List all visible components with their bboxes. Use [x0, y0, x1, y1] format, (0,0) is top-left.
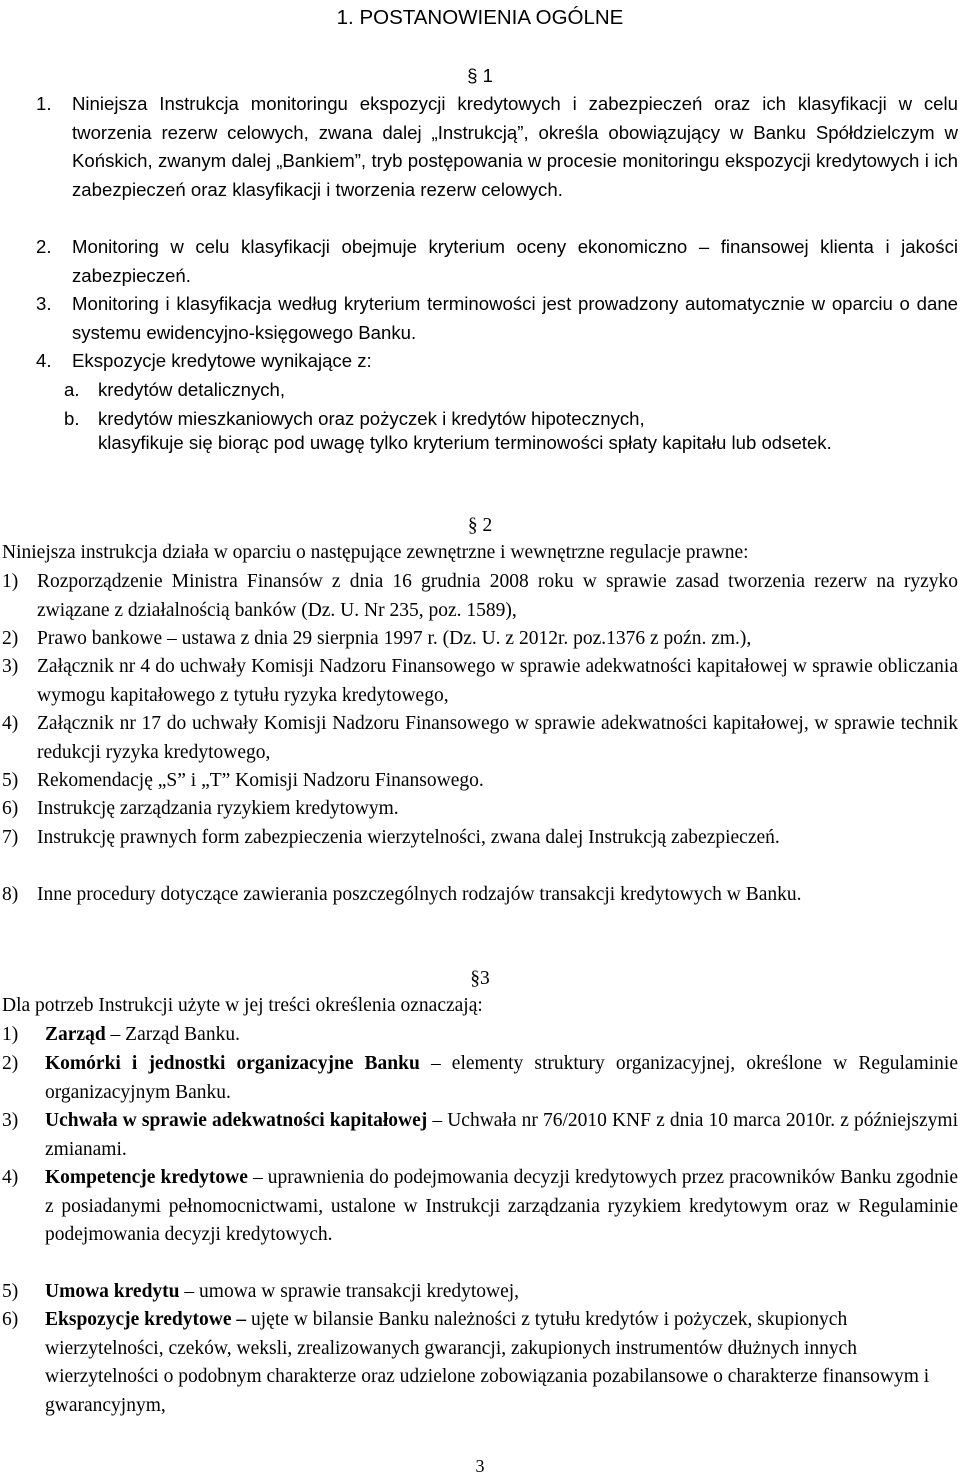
list-item — [2, 767, 958, 796]
list-item — [2, 653, 958, 710]
list-item — [2, 568, 958, 625]
item-text: Inne procedury dotyczące zawierania poszczególnych rodzajów transakcji kredytowych w Banku. — [37, 884, 802, 905]
definition-body: – elementy struktury organizacyjnej, określone w Regulaminie organizacyjnym Banku. — [45, 1053, 958, 1103]
definition-text — [45, 1021, 958, 1050]
item-number: 6) — [2, 1309, 19, 1330]
list-item — [36, 347, 958, 376]
definition-item — [2, 1107, 958, 1164]
definition-term: Uchwała w sprawie adekwatności kapitałowej — [45, 1110, 428, 1131]
page-number: 3 — [475, 1456, 485, 1476]
item-number: 6) — [2, 798, 19, 819]
item-text: Monitoring i klasyfikacja według kryterium terminowości jest prowadzony automatycznie w oparciu o dane systemu ewidencyjno-księgowego Banku. — [72, 293, 958, 343]
list-item — [2, 795, 958, 824]
item-number: 4) — [2, 713, 19, 734]
item-text: Załącznik nr 17 do uchwały Komisji Nadzoru Finansowego w sprawie adekwatności kapitałowej, w sprawie technik redukcji ryzyka kredytowego, — [37, 713, 958, 763]
definition-item — [2, 1306, 958, 1420]
section-title: 1. POSTANOWIENIA OGÓLNE — [336, 6, 624, 29]
item-number: 3) — [2, 1110, 19, 1131]
definition-body: – Zarząd Banku. — [105, 1024, 240, 1045]
item-number: 5) — [2, 1281, 19, 1302]
item-text: Instrukcję prawnych form zabezpieczenia wierzytelności, zwana dalej Instrukcją zabezpieczeń. — [37, 827, 780, 848]
sub-item — [64, 376, 958, 405]
sub-item-letter: a. — [64, 379, 80, 400]
section-intro: Dla potrzeb Instrukcji użyte w jej treści określenia oznaczają: — [2, 995, 483, 1016]
item-text: Monitoring w celu klasyfikacji obejmuje kryterium oceny ekonomiczno – finansowej klienta i jakości zabezpieczeń. — [72, 236, 958, 286]
item-number: 5) — [2, 770, 19, 791]
section-intro: Niniejsza instrukcja działa w oparciu o następujące zewnętrzne i wewnętrzne regulacje prawne: — [2, 542, 749, 563]
item-number: 3) — [2, 656, 19, 677]
item-number: 2. — [36, 236, 52, 257]
definition-text — [45, 1164, 958, 1250]
closing-text: klasyfikuje się biorąc pod uwagę tylko kryterium terminowości spłaty kapitału lub odsetek. — [98, 432, 832, 453]
definition-text — [45, 1107, 958, 1164]
list-item — [36, 290, 958, 347]
sub-item-letter: b. — [64, 408, 80, 429]
paragraph-mark-3: §3 — [470, 968, 490, 989]
definition-term: Komórki i jednostki organizacyjne Banku — [45, 1053, 420, 1074]
definition-body: – Uchwała nr 76/2010 KNF z dnia 10 marca 2010r. z późniejszymi zmianami. — [45, 1110, 958, 1160]
list-item — [36, 90, 958, 233]
definition-body: ujęte w bilansie Banku należności z tytułu kredytów i pożyczek, skupionych wierzytelności, czeków, weksli, zrealizowanych gwarancji, zakupionych instrumentów dłużnych innych wierzytelności o podobnym charakterze oraz udzielone zobowiązania pozabilansowe o charakterze finansowym i gwarancyjnym, — [45, 1309, 930, 1416]
list-item — [2, 881, 958, 938]
sub-item-text: kredytów mieszkaniowych oraz pożyczek i kredytów hipotecznych, — [98, 408, 645, 429]
item-number: 1) — [2, 571, 19, 592]
item-text: Instrukcję zarządzania ryzykiem kredytowym. — [37, 798, 399, 819]
paragraph-mark-1: § 1 — [467, 65, 493, 86]
sub-item-text: kredytów detalicznych, — [98, 379, 286, 400]
list-item — [2, 710, 958, 767]
definition-item — [2, 1021, 958, 1050]
definition-item — [2, 1278, 958, 1307]
definition-item — [2, 1050, 958, 1107]
paragraph-mark-2: § 2 — [467, 515, 493, 536]
list-item — [2, 824, 958, 881]
item-number: 1) — [2, 1024, 19, 1045]
item-number: 1. — [36, 93, 52, 114]
item-text: Prawo bankowe – ustawa z dnia 29 sierpnia 1997 r. (Dz. U. z 2012r. poz.1376 z poźn. zm.), — [37, 628, 752, 649]
definition-item — [2, 1164, 958, 1278]
definition-body: – umowa w sprawie transakcji kredytowej, — [179, 1281, 520, 1302]
definition-term: Zarząd — [45, 1024, 106, 1045]
item-number: 2) — [2, 628, 19, 649]
definition-body: – uprawnienia do podejmowania decyzji kredytowych przez pracowników Banku zgodnie z posiadanymi pełnomocnictwami, ustalone w Instrukcji zarządzania ryzykiem kredytowym oraz w Regulaminie podejmowania decyzji kredytowych. — [45, 1167, 959, 1246]
definition-text — [45, 1306, 958, 1420]
item-text: Załącznik nr 4 do uchwały Komisji Nadzoru Finansowego w sprawie adekwatności kapitałowej w sprawie obliczania wymogu kapitałowego z tytułu ryzyka kredytowego, — [37, 656, 958, 706]
definition-text — [45, 1278, 958, 1307]
item-number: 7) — [2, 827, 19, 848]
item-text: Rekomendację „S” i „T” Komisji Nadzoru Finansowego. — [37, 770, 484, 791]
item-text: Rozporządzenie Ministra Finansów z dnia 16 grudnia 2008 roku w sprawie zasad tworzenia rezerw na ryzyko związane z działalnością banków (Dz. U. Nr 235, poz. 1589), — [37, 571, 958, 621]
item-number: 2) — [2, 1053, 19, 1074]
item-text: Niniejsza Instrukcja monitoringu ekspozycji kredytowych i zabezpieczeń oraz ich klasyfikacji w celu tworzenia rezerw celowych, zwana dalej „Instrukcją”, określa obowiązujący w Banku Spółdzielczym w Końskich, zwanym dalej „Bankiem”, tryb postępowania w procesie monitoringu ekspozycji kredytowych i ich zabezpieczeń oraz klasyfikacji i tworzenia rezerw celowych. — [72, 93, 958, 200]
definition-term: Kompetencje kredytowe — [45, 1167, 248, 1188]
item-text: Ekspozycje kredytowe wynikające z: — [72, 350, 372, 371]
list-item — [2, 625, 958, 654]
definition-term: Umowa kredytu — [45, 1281, 180, 1302]
item-number: 3. — [36, 293, 52, 314]
definition-term: Ekspozycje kredytowe – — [45, 1309, 247, 1330]
definition-text — [45, 1050, 958, 1107]
item-number: 4) — [2, 1167, 19, 1188]
item-number: 8) — [2, 884, 19, 905]
item-number: 4. — [36, 350, 52, 371]
list-item — [36, 233, 958, 290]
